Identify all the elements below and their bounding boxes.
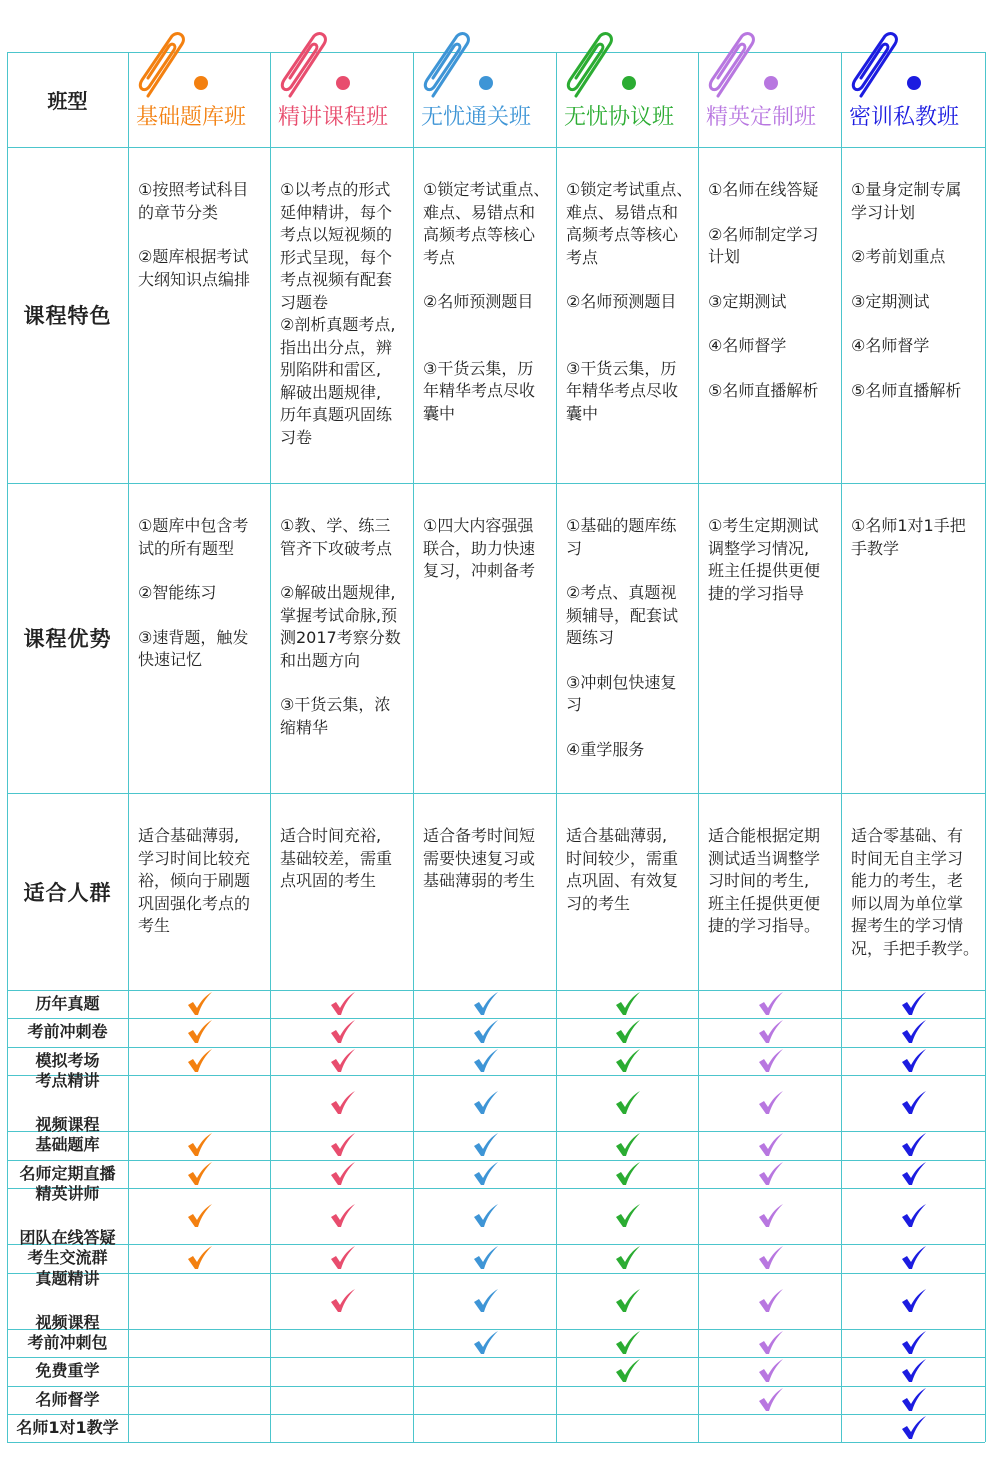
cell-text-line: 班主任提供更便	[708, 561, 821, 580]
checkmark-icon	[758, 1049, 784, 1073]
class-color-dot	[479, 76, 493, 90]
feature-label-line: 名师定期直播	[19, 1163, 116, 1183]
cell-text-line: ①锁定考试重点、	[566, 180, 693, 199]
checkmark-icon	[758, 1289, 784, 1313]
cell-text-line: 大纲知识点编排	[138, 269, 251, 289]
paperclip-icon	[562, 30, 624, 100]
cell-text-line: 试的所有题型	[138, 538, 235, 558]
feature-label-line: 考前冲刺包	[27, 1333, 108, 1353]
cell-text-line: 习	[566, 695, 583, 714]
feature-label	[7, 1329, 128, 1357]
cell-text-line: 裕，倾向于刷题	[138, 871, 251, 890]
cell-text-line: 高频考点等核心	[566, 225, 679, 244]
feature-label-line: 视频课程	[35, 1115, 100, 1134]
cell-text-line: ①基础的题库练	[566, 516, 677, 535]
checkmark-icon	[901, 1359, 927, 1383]
cell-text-line: 囊中	[423, 403, 456, 423]
cell-text-line: ①以考点的形式	[280, 180, 391, 199]
section-cell	[128, 147, 270, 483]
cell-text-line: ①名师在线答疑	[708, 180, 819, 199]
section-cell	[556, 793, 698, 990]
cell-text-line: 基础薄弱的考生	[423, 871, 536, 890]
feature-label	[7, 1018, 128, 1046]
checkmark-icon	[330, 1246, 356, 1270]
cell-text-line: ①按照考试科目	[138, 180, 249, 199]
feature-label-line: 免费重学	[35, 1361, 100, 1381]
checkmark-icon	[187, 1162, 213, 1186]
cell-text-line: 历年真题巩固练	[280, 405, 393, 424]
cell-text-line: 点巩固的考生	[280, 871, 377, 890]
checkmark-icon	[758, 1204, 784, 1228]
checkmark-icon	[473, 1133, 499, 1157]
paragraph-gap	[851, 224, 981, 246]
paragraph-gap	[138, 605, 266, 627]
cell-text-line: 捷的学习指导	[708, 583, 805, 603]
cell-text-line: 管齐下攻破考点	[280, 538, 393, 558]
cell-text-line: 点巩固、有效复	[566, 871, 679, 890]
cell-text-line: ②剖析真题考点,	[280, 315, 396, 334]
feature-label	[7, 1071, 128, 1134]
paperclip-icon	[134, 30, 196, 100]
feature-label	[7, 990, 128, 1018]
cell-text-line: ③定期测试	[851, 291, 930, 311]
cell-text-line: 题练习	[566, 628, 615, 647]
checkmark-icon	[187, 1246, 213, 1270]
checkmark-icon	[901, 1091, 927, 1115]
cell-text-line: 的章节分类	[138, 202, 219, 222]
checkmark-icon	[187, 1020, 213, 1044]
section-label: 课程优势	[23, 627, 112, 651]
cell-text-line: ①锁定考试重点、	[423, 180, 550, 199]
paragraph-gap	[566, 560, 694, 582]
checkmark-icon	[330, 1091, 356, 1115]
checkmark-icon	[758, 1359, 784, 1383]
cell-text-line: ②考点、真题视	[566, 583, 677, 602]
paragraph-gap	[280, 560, 409, 582]
checkmark-icon	[330, 1049, 356, 1073]
class-name-1: 基础题库班	[136, 105, 247, 130]
section-cell	[128, 793, 270, 990]
paragraph-gap	[138, 560, 266, 582]
feature-label-line: 历年真题	[35, 994, 100, 1014]
checkmark-icon	[901, 1162, 927, 1186]
section-cell	[698, 793, 841, 990]
cell-text-line: 掌握考试命脉,预	[280, 605, 398, 625]
class-color-dot	[907, 76, 921, 90]
cell-text-line: 考点以短视频的	[280, 225, 393, 244]
section-label: 课程特色	[23, 304, 112, 328]
cell-text-line: 适合时间充裕,	[280, 826, 382, 845]
class-type-label: 班型	[47, 89, 88, 113]
cell-text-line: 别陷阱和雷区,	[280, 360, 382, 379]
cell-text-line: 高频考点等核心	[423, 225, 536, 244]
cell-text-line: 班主任提供更便	[708, 893, 821, 913]
cell-text-line: 手教学	[851, 538, 900, 558]
paragraph-gap	[566, 717, 694, 739]
paragraph-gap	[566, 314, 694, 336]
paragraph-gap	[708, 269, 837, 291]
cell-text-line: 学习计划	[851, 202, 916, 222]
checkmark-icon	[187, 1049, 213, 1073]
checkmark-icon	[187, 1204, 213, 1228]
cell-text-line: ⑤名师直播解析	[708, 380, 819, 400]
cell-text-line: ②名师预测题目	[423, 292, 534, 311]
feature-label-line: 基础题库	[35, 1135, 100, 1155]
cell-text-line: 学习时间比较充	[138, 848, 251, 868]
cell-text-line: 解破出题规律,	[280, 382, 382, 402]
section-cell	[128, 483, 270, 793]
checkmark-icon	[901, 1204, 927, 1228]
checkmark-icon	[901, 1416, 927, 1440]
paragraph-gap	[566, 269, 694, 291]
paperclip-icon	[276, 30, 338, 100]
cell-text-line: 形式呈现，每个	[280, 247, 393, 267]
section-cell	[698, 147, 841, 483]
feature-label-line: 考点精讲	[35, 1071, 100, 1090]
checkmark-icon	[330, 1020, 356, 1044]
feature-label	[7, 1357, 128, 1385]
checkmark-icon	[473, 1020, 499, 1044]
feature-label-line: 名师督学	[35, 1389, 100, 1409]
cell-text-line: ④名师督学	[851, 336, 930, 355]
cell-text-line: 计划	[708, 247, 741, 266]
feature-label-line: 考生交流群	[27, 1248, 108, 1268]
checkmark-icon	[615, 1162, 641, 1186]
section-cell	[841, 483, 985, 793]
checkmark-icon	[901, 992, 927, 1016]
cell-text-line: ②解破出题规律,	[280, 583, 396, 602]
paragraph-gap	[851, 358, 981, 380]
section-cell	[841, 147, 985, 483]
paragraph-gap	[708, 202, 837, 224]
cell-text-line: 适合零基础、有	[851, 826, 964, 845]
cell-text-line: 调整学习情况,	[708, 538, 810, 558]
checkmark-icon	[615, 1049, 641, 1073]
cell-text-line: 考点	[423, 247, 456, 267]
cell-text-line: 适合基础薄弱,	[138, 826, 240, 845]
cell-text-line: 巩固强化考点的	[138, 893, 251, 913]
cell-text-line: 适合能根据定期	[708, 826, 821, 845]
cell-text-line: 缩精华	[280, 717, 329, 737]
cell-text-line: ②题库根据考试	[138, 247, 249, 266]
cell-text-line: 基础较差，需重	[280, 848, 393, 868]
cell-text-line: 延伸精讲，每个	[280, 202, 393, 222]
cell-text-line: 习的考生	[566, 893, 631, 913]
cell-text-line: 捷的学习指导。	[708, 916, 821, 935]
section-cell	[413, 483, 556, 793]
cell-text-line: 复习，冲刺备考	[423, 561, 536, 580]
feature-label-line: 模拟考场	[35, 1050, 100, 1070]
cell-text-line: 年精华考点尽收	[566, 381, 679, 400]
feature-label-line: 精英讲师	[35, 1184, 100, 1203]
checkmark-icon	[901, 1246, 927, 1270]
checkmark-icon	[473, 1204, 499, 1228]
section-label: 适合人群	[23, 880, 112, 905]
cell-text-line: 适合基础薄弱,	[566, 826, 668, 845]
checkmark-icon	[901, 1049, 927, 1073]
feature-label-line: 名师1对1教学	[16, 1417, 119, 1437]
cell-text-line: ③定期测试	[708, 291, 787, 311]
cell-text-line: ③速背题，触发	[138, 627, 249, 647]
feature-label-line: 团队在线答疑	[19, 1228, 116, 1247]
cell-text-line: 和出题方向	[280, 650, 361, 670]
section-cell	[556, 147, 698, 483]
feature-label-line: 考前冲刺卷	[27, 1022, 108, 1042]
cell-text-line: ⑤名师直播解析	[851, 380, 962, 400]
checkmark-icon	[901, 1289, 927, 1313]
cell-text-line: 囊中	[566, 403, 599, 423]
section-cell	[413, 147, 556, 483]
paragraph-gap	[423, 269, 552, 291]
feature-label	[7, 1386, 128, 1414]
section-cell	[698, 483, 841, 793]
class-name-2: 精讲课程班	[278, 105, 389, 130]
checkmark-icon	[615, 1020, 641, 1044]
paragraph-gap	[423, 314, 552, 336]
cell-text-line: 况，手把手教学。	[851, 938, 980, 958]
paperclip-icon	[419, 30, 481, 100]
cell-text-line: ②名师预测题目	[566, 292, 677, 311]
cell-text-line: 难点、易错点和	[566, 202, 679, 222]
checkmark-icon	[473, 1049, 499, 1073]
section-cell	[556, 483, 698, 793]
cell-text-line: ②智能练习	[138, 583, 217, 602]
checkmark-icon	[473, 1331, 499, 1355]
checkmark-icon	[758, 1162, 784, 1186]
checkmark-icon	[187, 1133, 213, 1157]
cell-text-line: ②名师制定学习	[708, 224, 819, 244]
checkmark-icon	[758, 1246, 784, 1270]
checkmark-icon	[473, 992, 499, 1016]
paragraph-gap	[138, 224, 266, 246]
cell-text-line: ①教、学、练三	[280, 516, 391, 535]
cell-text-line: 测试适当调整学	[708, 848, 821, 868]
checkmark-icon	[615, 1331, 641, 1355]
paragraph-gap	[851, 313, 981, 335]
class-name-4: 无忧协议班	[564, 105, 675, 130]
section-cell	[270, 793, 413, 990]
checkmark-icon	[758, 1388, 784, 1412]
cell-text-line: ④名师督学	[708, 336, 787, 355]
paragraph-gap	[566, 650, 694, 672]
cell-text-line: 难点、易错点和	[423, 202, 536, 222]
class-color-dot	[336, 76, 350, 90]
checkmark-icon	[330, 1133, 356, 1157]
cell-text-line: 联合，助力快速	[423, 538, 536, 558]
feature-label	[7, 1184, 128, 1247]
cell-text-line: ④重学服务	[566, 739, 645, 759]
cell-text-line: ③冲刺包快速复	[566, 672, 677, 692]
checkmark-icon	[473, 1162, 499, 1186]
checkmark-icon	[473, 1246, 499, 1270]
cell-text-line: 需要快速复习或	[423, 848, 536, 868]
cell-text-line: 时间无自主学习	[851, 848, 964, 868]
checkmark-icon	[330, 1162, 356, 1186]
paragraph-gap	[708, 358, 837, 380]
cell-text-line: 习	[566, 538, 583, 558]
cell-text-line: 习题卷	[280, 292, 329, 312]
feature-label	[7, 1131, 128, 1159]
cell-text-line: ①考生定期测试	[708, 516, 819, 535]
checkmark-icon	[758, 1091, 784, 1115]
paragraph-gap	[280, 672, 409, 694]
checkmark-icon	[615, 1289, 641, 1313]
cell-text-line: 师以周为单位掌	[851, 893, 964, 913]
section-cell	[413, 793, 556, 990]
paperclip-icon	[704, 30, 766, 100]
cell-text-line: 年精华考点尽收	[423, 381, 536, 400]
section-cell	[841, 793, 985, 990]
feature-label-line: 真题精讲	[35, 1268, 100, 1288]
class-color-dot	[194, 76, 208, 90]
cell-text-line: 指出出分点，辨	[280, 337, 393, 357]
cell-text-line: ②考前划重点	[851, 247, 946, 266]
cell-text-line: 握考生的学习情	[851, 916, 964, 935]
class-color-dot	[622, 76, 636, 90]
cell-text-line: ③干货云集，浓	[280, 695, 391, 714]
feature-label	[7, 1268, 128, 1332]
checkmark-icon	[473, 1091, 499, 1115]
class-name-5: 精英定制班	[706, 105, 817, 130]
checkmark-icon	[615, 1359, 641, 1383]
cell-text-line: 考生	[138, 916, 171, 935]
checkmark-icon	[758, 1020, 784, 1044]
checkmark-icon	[758, 1331, 784, 1355]
paragraph-gap	[851, 269, 981, 291]
cell-text-line: 考点	[566, 247, 599, 267]
paragraph-gap	[566, 336, 694, 358]
checkmark-icon	[901, 1133, 927, 1157]
section-cell	[270, 483, 413, 793]
section-cell	[270, 147, 413, 483]
cell-text-line: ①题库中包含考	[138, 516, 249, 535]
checkmark-icon	[615, 1091, 641, 1115]
checkmark-icon	[615, 1204, 641, 1228]
checkmark-icon	[901, 1020, 927, 1044]
cell-text-line: 习卷	[280, 427, 313, 447]
cell-text-line: 适合备考时间短	[423, 826, 536, 845]
cell-text-line: 考点视频有配套	[280, 270, 393, 289]
checkmark-icon	[330, 992, 356, 1016]
paragraph-gap	[708, 313, 837, 335]
checkmark-icon	[901, 1331, 927, 1355]
checkmark-icon	[330, 1289, 356, 1313]
cell-text-line: 快速记忆	[138, 650, 203, 669]
checkmark-icon	[758, 992, 784, 1016]
class-name-3: 无忧通关班	[421, 105, 532, 130]
checkmark-icon	[615, 1246, 641, 1270]
checkmark-icon	[187, 992, 213, 1016]
cell-text-line: 频辅导，配套试	[566, 605, 679, 625]
cell-text-line: 时间较少，需重	[566, 848, 679, 868]
cell-text-line: 能力的考生，老	[851, 871, 964, 890]
checkmark-icon	[615, 1133, 641, 1157]
checkmark-icon	[615, 992, 641, 1016]
paperclip-icon	[847, 30, 909, 100]
class-color-dot	[764, 76, 778, 90]
cell-text-line: ③干货云集，历	[423, 358, 534, 378]
cell-text-line: 测2017考察分数	[280, 628, 401, 647]
feature-label	[7, 1414, 128, 1442]
checkmark-icon	[330, 1204, 356, 1228]
cell-text-line: ①四大内容强强	[423, 516, 534, 535]
cell-text-line: ①量身定制专属	[851, 180, 962, 199]
class-name-6: 密训私教班	[849, 105, 960, 130]
paragraph-gap	[423, 336, 552, 358]
checkmark-icon	[901, 1388, 927, 1412]
checkmark-icon	[758, 1133, 784, 1157]
cell-text-line: ③干货云集，历	[566, 358, 677, 378]
cell-text-line: 习时间的考生,	[708, 871, 810, 890]
cell-text-line: ①名师1对1手把	[851, 516, 966, 535]
checkmark-icon	[473, 1289, 499, 1313]
feature-label-line: 视频课程	[35, 1312, 100, 1332]
